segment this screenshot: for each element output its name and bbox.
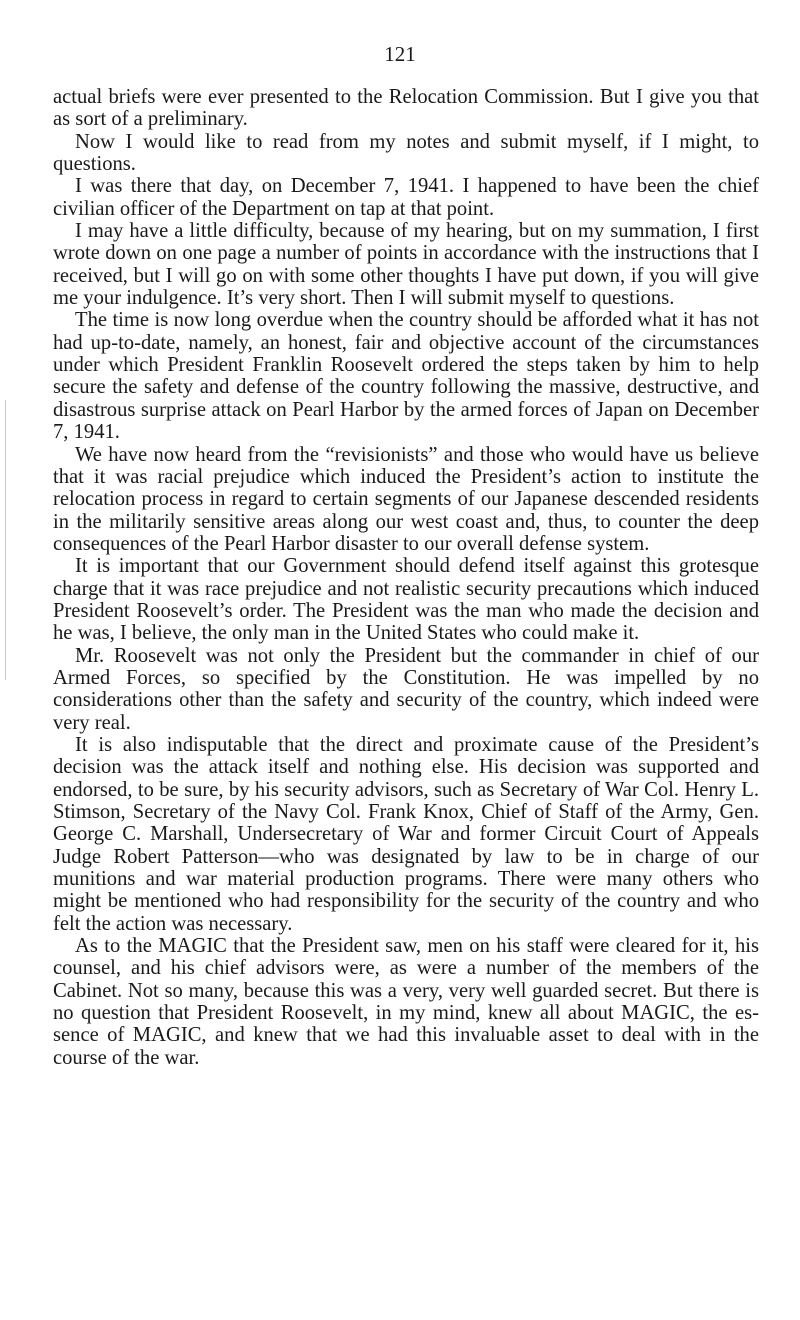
paragraph-continued: actual briefs were ever presented to the Relocation Commission. But I give you that as sort of a preliminary. bbox=[53, 86, 759, 131]
paragraph: It is also indisputable that the direct and proximate cause of the President’s decision was the attack itself and nothing else. His decision was supported and endorsed, to be sure, by his security advisors, such as Secretary of War Col. Henry L. Stimson, Secretary of the Navy Col. Frank Knox, Chief of Staff of the Army, Gen. George C. Marshall, Undersecretary of War and former Circuit Court of Appeals Judge Robert Patterson—who was designated by law to be in charge of our munitions and war material production programs. There were many others who might be mentioned who had responsibility for the security of the country and who felt the action was necessary. bbox=[53, 733, 759, 935]
margin-scan-line bbox=[5, 400, 6, 680]
body-text bbox=[53, 86, 759, 1069]
page-number: 121 bbox=[384, 42, 416, 66]
paragraph: The time is now long overdue when the country should be afforded what it has not had up-to-date, namely, an honest, fair and objective account of the circumstances under which President Franklin Roosevelt ordered the steps taken by him to help secure the safety and defense of the country following the massive, destructive, and disastrous surprise attack on Pearl Harbor by the armed forces of Japan on December 7, 1941. bbox=[53, 309, 759, 444]
paragraph: Mr. Roosevelt was not only the President but the commander in chief of our Armed Forces, so specified by the Constitution. He was impelled by no considerations other than the safety and security of the country, which indeed were very real. bbox=[53, 644, 759, 734]
paragraph: Now I would like to read from my notes and submit myself, if I might, to questions. bbox=[53, 130, 759, 176]
paragraph: It is important that our Government should defend itself against this grotesque charge that it was race prejudice and not realistic security precautions which induced President Roosevelt’s order. The President was the man who made the decision and he was, I believe, the only man in the United States who could make it. bbox=[53, 555, 759, 645]
paragraph: I may have a little difficulty, because of my hearing, but on my summation, I first wrote down on one page a number of points in accordance with the instructions that I received, but I will go on with some other thoughts I have put down, if you will give me your indulgence. It’s very short. Then I will submit myself to questions. bbox=[53, 220, 759, 310]
paragraph: We have now heard from the “revisionists” and those who would have us believe that it was racial prejudice which induced the President’s action to institute the relocation process in regard to certain segments of our Japanese descended residents in the militarily sensitive areas along our west coast and, thus, to counter the deep consequences of the Pearl Harbor disaster to our overall defense system. bbox=[53, 443, 759, 555]
paragraph: As to the MAGIC that the President saw, men on his staff were cleared for it, his counsel, and his chief advisors were, as were a number of the members of the Cabinet. Not so many, because this was a very, very well guarded secret. But there is no question that President Roosevelt, in my mind, knew all about MAGIC, the essence of MAGIC, and knew that we had this invaluable asset to deal with in the course of the war. bbox=[53, 935, 759, 1069]
paragraph: I was there that day, on December 7, 1941. I happened to have been the chief civilian officer of the Department on tap at that point. bbox=[53, 175, 759, 220]
